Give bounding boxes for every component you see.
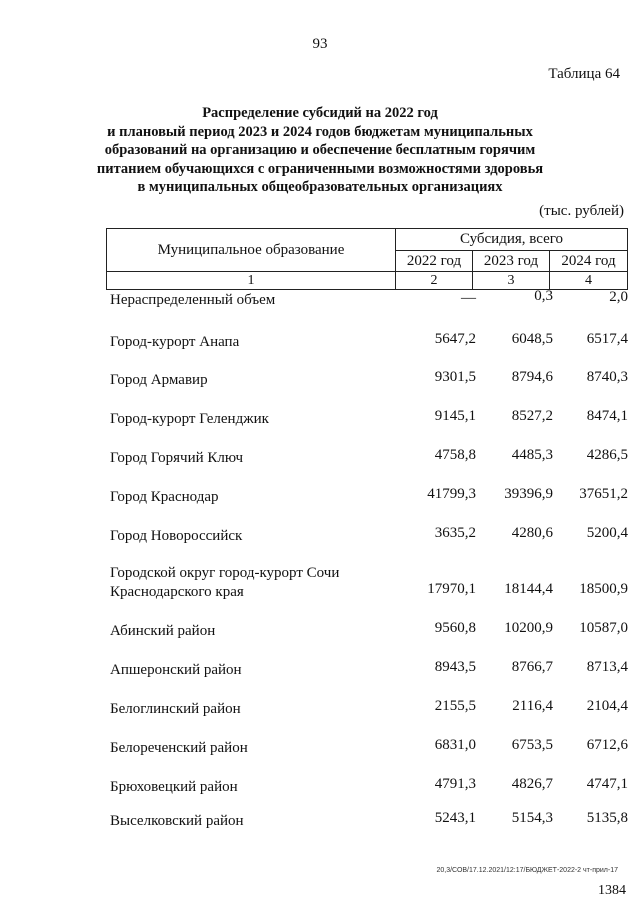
value-2022: —: [461, 290, 476, 306]
value-2024: 8474,1: [586, 408, 628, 424]
value-2023: 18144,4: [504, 581, 553, 597]
value-2023: 39396,9: [504, 486, 553, 502]
municipality-name: Город-курорт Геленджик: [110, 411, 269, 427]
title-line: питанием обучающихся с ограниченными возможностями здоровья: [96, 160, 544, 177]
value-2023: 5154,3: [511, 810, 553, 826]
value-2022: 9560,8: [434, 620, 476, 636]
value-2024: 4286,5: [586, 447, 628, 463]
municipality-name: Нераспределенный объем: [110, 292, 276, 308]
value-2024: 2,0: [609, 289, 628, 305]
value-2023: 8766,7: [511, 659, 553, 675]
value-2023: 4485,3: [511, 447, 553, 463]
value-2024: 6712,6: [586, 737, 628, 753]
table-row: [106, 564, 632, 604]
value-2024: 10587,0: [579, 620, 628, 636]
title-line: Распределение субсидий на 2022 год: [202, 105, 438, 121]
value-2024: 8740,3: [586, 369, 628, 385]
header-municipality: Муниципальное образование: [107, 229, 396, 272]
municipality-name: Брюховецкий район: [110, 779, 238, 795]
value-2022: 5647,2: [434, 331, 476, 347]
municipality-name: Город Краснодар: [110, 489, 219, 505]
units-label: (тыс. рублей): [539, 203, 624, 219]
header-col-num-3: 3: [473, 272, 550, 290]
value-2022: 17970,1: [427, 581, 476, 597]
value-2023: 6753,5: [511, 737, 553, 753]
municipality-name: Выселковский район: [110, 813, 244, 829]
value-2022: 9301,5: [434, 369, 476, 385]
value-2022: 2155,5: [434, 698, 476, 714]
value-2023: 6048,5: [511, 331, 553, 347]
page-number: 93: [312, 36, 328, 52]
value-2023: 0,3: [534, 288, 553, 304]
document-code: 20,3/СОВ/17.12.2021/12:17/БЮДЖЕТ-2022-2 чт-прил-17: [436, 867, 618, 874]
document-title: [60, 104, 580, 197]
value-2022: 4791,3: [434, 776, 476, 792]
value-2023: 10200,9: [504, 620, 553, 636]
header-year-2023: 2023 год: [473, 251, 550, 272]
value-2022: 41799,3: [427, 486, 476, 502]
value-2023: 4280,6: [511, 525, 553, 541]
header-year-2024: 2024 год: [550, 251, 628, 272]
value-2022: 4758,8: [434, 447, 476, 463]
value-2022: 6831,0: [434, 737, 476, 753]
title-line: в муниципальных общеобразовательных организациях: [137, 179, 503, 195]
value-2023: 8527,2: [511, 408, 553, 424]
municipality-name: Абинский район: [110, 623, 216, 639]
value-2024: 2104,4: [586, 698, 628, 714]
value-2024: 5135,8: [586, 810, 628, 826]
value-2024: 8713,4: [586, 659, 628, 675]
table-label: Таблица 64: [548, 66, 620, 82]
value-2024: 4747,1: [586, 776, 628, 792]
value-2022: 3635,2: [434, 525, 476, 541]
header-col-num-1: 1: [107, 272, 396, 290]
value-2023: 4826,7: [511, 776, 553, 792]
title-line: и плановый период 2023 и 2024 годов бюджетам муниципальных: [107, 123, 533, 140]
municipality-name: Городской округ город-курорт Сочи: [110, 565, 340, 581]
value-2024: 6517,4: [586, 331, 628, 347]
header-subsidy: Субсидия, всего: [396, 229, 628, 251]
header-year-2022: 2022 год: [396, 251, 473, 272]
value-2024: 5200,4: [586, 525, 628, 541]
municipality-name: Белореченский район: [110, 740, 248, 756]
value-2022: 9145,1: [434, 408, 476, 424]
municipality-name: Апшеронский район: [110, 662, 242, 678]
value-2023: 2116,4: [512, 698, 553, 714]
municipality-name: Город-курорт Анапа: [110, 334, 240, 350]
value-2022: 5243,1: [434, 810, 476, 826]
municipality-name: Город Горячий Ключ: [110, 450, 244, 466]
table-header: [106, 228, 628, 290]
header-col-num-2: 2: [396, 272, 473, 290]
value-2024: 37651,2: [579, 486, 628, 502]
title-line: образований на организацию и обеспечение бесплатным горячим: [104, 142, 536, 158]
value-2023: 8794,6: [511, 369, 553, 385]
footer-page-number: 1384: [598, 883, 626, 898]
municipality-name: Белоглинский район: [110, 701, 241, 717]
value-2024: 18500,9: [579, 581, 628, 597]
value-2022: 8943,5: [434, 659, 476, 675]
municipality-name: Город Армавир: [110, 372, 208, 388]
municipality-name: Город Новороссийск: [110, 528, 243, 544]
header-col-num-4: 4: [550, 272, 628, 290]
municipality-name-cont: Краснодарского края: [110, 584, 244, 600]
